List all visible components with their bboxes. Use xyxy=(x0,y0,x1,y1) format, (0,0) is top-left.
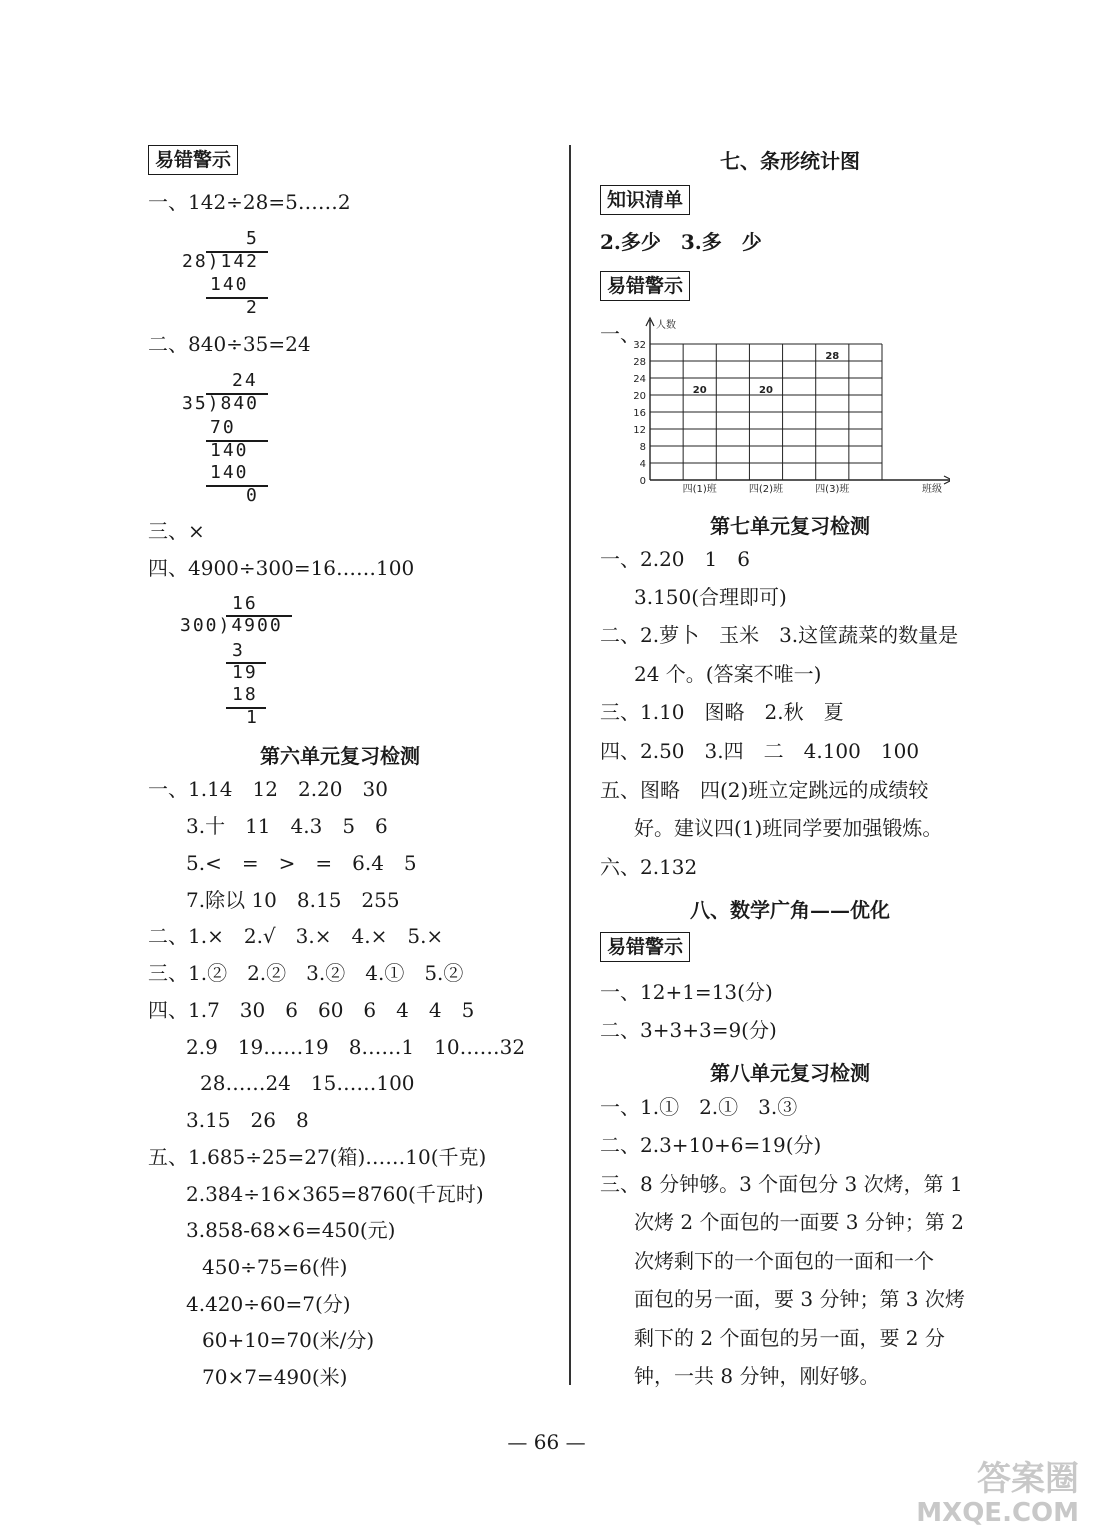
subtrahend: 18 xyxy=(232,684,258,705)
answer-line: 三、1.② 2.② 3.② 4.① 5.② xyxy=(148,961,464,985)
quotient: 24 xyxy=(232,370,258,391)
answer-line: 三、1.10 图略 2.秋 夏 xyxy=(600,700,844,724)
answer-line: 一、1.14 12 2.20 30 xyxy=(148,777,388,801)
page-number: — 66 — xyxy=(507,1430,586,1454)
answer-line: 28……24 15……100 xyxy=(200,1071,415,1095)
answer-line: 二、2.萝卜 玉米 3.这筐蔬菜的数量是 xyxy=(600,623,959,647)
category-label: 四(2)班 xyxy=(748,484,784,495)
answer-line: 好。建议四(1)班同学要加强锻炼。 xyxy=(634,816,943,840)
watermark-logo xyxy=(916,1460,1079,1528)
answer-line: 2.384÷16×365=8760(千瓦时) xyxy=(186,1182,484,1206)
category-label: 四(3)班 xyxy=(815,484,850,495)
section-heading: 七、条形统计图 xyxy=(720,149,860,173)
bar-chart xyxy=(620,312,950,498)
answer-line: 24 个。(答案不唯一) xyxy=(634,662,822,686)
y-tick-label: 24 xyxy=(633,374,646,385)
answer-line: 2.9 19……19 8……1 10……32 xyxy=(186,1035,526,1059)
answer-line: 3.15 26 8 xyxy=(186,1108,309,1132)
answer-line: 四、1.7 30 6 60 6 4 4 5 xyxy=(148,998,475,1022)
section-heading: 第六单元复习检测 xyxy=(260,744,420,768)
y-tick-label: 0 xyxy=(639,476,646,487)
answer-line: 五、1.685÷25=27(箱)……10(千克) xyxy=(148,1145,487,1169)
page-number-value: 66 xyxy=(533,1430,560,1454)
answer-line: 二、2.3+10+6=19(分) xyxy=(600,1133,822,1157)
answer-line: 3.十 11 4.3 5 6 xyxy=(186,814,388,838)
y-tick-label: 32 xyxy=(633,340,646,351)
subtrahend: 70 xyxy=(210,417,236,438)
quotient: 5 xyxy=(246,228,259,249)
error-alert-box: 易错警示 xyxy=(148,145,238,175)
watermark-bottom: MXQE.COM xyxy=(916,1498,1079,1528)
answer-line: 4.420÷60=7(分) xyxy=(186,1292,351,1316)
dividend-row: 28)142 xyxy=(182,251,260,272)
y-tick-label: 12 xyxy=(633,425,646,436)
answer-line: 一、2.20 1 6 xyxy=(600,547,750,571)
remainder: 2 xyxy=(246,297,259,318)
category-label: 四(1)班 xyxy=(682,484,717,495)
y-axis-label: 人数 xyxy=(656,320,676,331)
answer-line: 3.858-68×6=450(元) xyxy=(186,1218,396,1242)
subtrahend: 3 xyxy=(232,640,245,661)
watermark-top: 答案圈 xyxy=(977,1459,1079,1499)
answer-line: 一、 xyxy=(600,322,640,346)
y-tick-label: 20 xyxy=(633,391,646,402)
partial-dividend: 140 xyxy=(210,440,249,461)
answer-line: 四、4900÷300=16……100 xyxy=(148,556,415,580)
x-axis-label: 班级 xyxy=(922,484,942,495)
dividend-row: 300)4900 xyxy=(180,615,283,636)
section-heading: 第八单元复习检测 xyxy=(710,1061,870,1085)
answer-line: 一、12+1=13(分) xyxy=(600,980,773,1004)
answer-line: 450÷75=6(件) xyxy=(202,1255,348,1279)
quotient: 16 xyxy=(232,593,258,614)
subtrahend: 140 xyxy=(210,462,249,483)
knowledge-list-box: 知识清单 xyxy=(600,185,690,215)
answer-line: 四、2.50 3.四 二 4.100 100 xyxy=(600,739,920,763)
error-alert-box: 易错警示 xyxy=(600,932,690,962)
answer-line: 剩下的 2 个面包的另一面，要 2 分 xyxy=(634,1326,945,1350)
answer-line: 六、2.132 xyxy=(600,855,698,879)
answer-line: 二、840÷35=24 xyxy=(148,332,311,356)
answer-line: 一、142÷28=5……2 xyxy=(148,190,351,214)
remainder: 0 xyxy=(246,485,259,506)
answer-line: 面包的另一面，要 3 分钟；第 3 次烤 xyxy=(634,1287,965,1311)
data-label: 20 xyxy=(692,385,707,396)
answer-line: 5.< = > = 6.4 5 xyxy=(186,851,417,875)
data-label: 28 xyxy=(825,351,840,362)
answer-line: 三、8 分钟够。3 个面包分 3 次烤，第 1 xyxy=(600,1172,963,1196)
y-tick-label: 4 xyxy=(639,459,646,470)
remainder: 1 xyxy=(246,707,259,728)
section-heading: 第七单元复习检测 xyxy=(710,514,870,538)
answer-line: 7.除以 10 8.15 255 xyxy=(186,888,400,912)
section-heading: 八、数学广角——优化 xyxy=(690,898,890,922)
answer-line: 钟，一共 8 分钟，刚好够。 xyxy=(634,1364,880,1388)
answer-line: 3.150(合理即可) xyxy=(634,585,787,609)
y-tick-label: 16 xyxy=(633,408,646,419)
answer-line: 一、1.① 2.① 3.③ xyxy=(600,1095,798,1119)
answer-line: 三、× xyxy=(148,519,205,543)
answer-line: 次烤 2 个面包的一面要 3 分钟；第 2 xyxy=(634,1210,964,1234)
subtrahend: 140 xyxy=(210,274,249,295)
data-label: 20 xyxy=(759,385,773,396)
answer-line: 70×7=490(米) xyxy=(202,1365,348,1389)
answer-line: 60+10=70(米/分) xyxy=(202,1328,375,1352)
answer-line: 二、1.× 2.√ 3.× 4.× 5.× xyxy=(148,924,444,948)
error-alert-box: 易错警示 xyxy=(600,271,690,301)
answer-line: 二、3+3+3=9(分) xyxy=(600,1018,777,1042)
dividend-row: 35)840 xyxy=(182,393,260,414)
y-tick-label: 8 xyxy=(639,442,646,453)
partial-dividend: 19 xyxy=(232,662,258,683)
answer-line: 次烤剩下的一个面包的一面和一个 xyxy=(634,1249,934,1273)
answer-line: 五、图略 四(2)班立定跳远的成绩较 xyxy=(600,778,929,802)
y-tick-label: 28 xyxy=(633,357,646,368)
answer-line: 2.多少 3.多 少 xyxy=(600,230,762,254)
column-divider xyxy=(569,145,571,1385)
